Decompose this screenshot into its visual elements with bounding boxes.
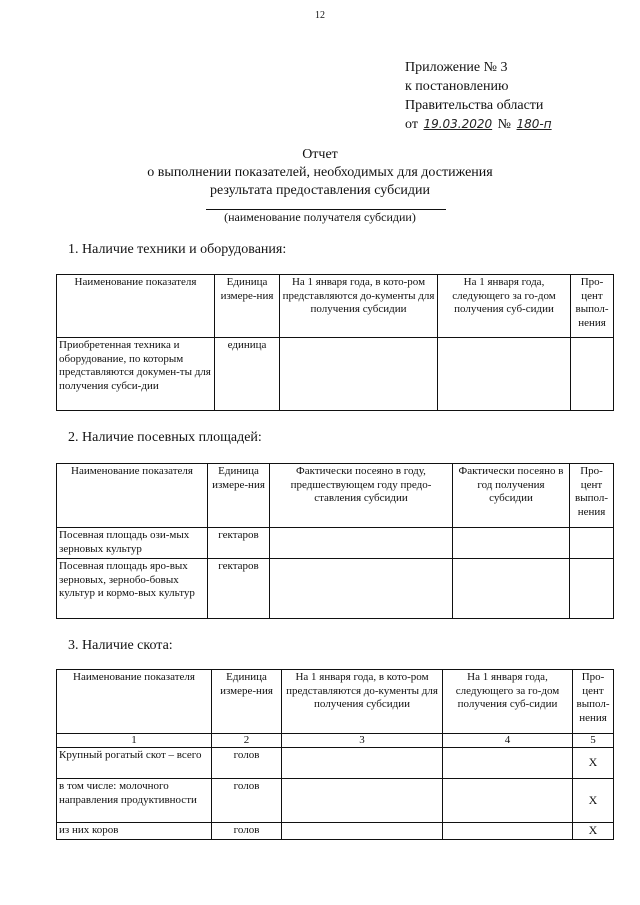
table-header-row [57,464,614,528]
appendix-line-1: Приложение № 3 [405,60,508,75]
row-unit: голов [212,779,282,823]
row-value-cell [453,559,570,619]
table-header-row [57,670,614,734]
header-percent: Про-цент выпол-нения [570,464,614,528]
row-percent-cell: Х [573,748,614,779]
header-period-2: Фактически посеяно в год получения субсидии [453,464,570,528]
table-header-row [57,275,614,338]
row-percent-cell [570,559,614,619]
header-period-1: На 1 января года, в кото-ром представляются до-кументы для получения субсидии [282,670,443,734]
row-percent-cell [570,528,614,559]
header-percent: Про-цент выпол-нения [573,670,614,734]
header-period-2: На 1 января года, следующего за го-дом получения суб-сидии [438,275,571,338]
table-row [57,779,614,823]
row-value-cell [443,823,573,840]
table-row [57,559,614,619]
sowing-area-table [56,463,614,619]
row-value-cell [282,823,443,840]
row-unit: единица [215,338,280,411]
header-unit: Единица измере-ния [208,464,270,528]
col-number: 3 [282,734,443,748]
row-name: из них коров [57,823,212,840]
header-indicator: Наименование показателя [57,670,212,734]
section-3-heading: 3. Наличие скота: [68,638,173,653]
col-number: 5 [573,734,614,748]
from-label: от [405,117,418,132]
row-unit: гектаров [208,528,270,559]
livestock-table [56,669,614,840]
number-label: № [497,117,512,132]
equipment-table [56,274,614,411]
row-value-cell [270,559,453,619]
title-line-1: Отчет [302,147,338,162]
row-name: Крупный рогатый скот – всего [57,748,212,779]
row-name: в том числе: молочного направления продуктивности [57,779,212,823]
table-row [57,823,614,840]
section-1-heading: 1. Наличие техники и оборудования: [68,242,287,257]
table-row [57,528,614,559]
header-unit: Единица измере-ния [212,670,282,734]
row-value-cell [443,748,573,779]
title-line-2: о выполнении показателей, необходимых для достижения [147,165,493,180]
row-unit: голов [212,748,282,779]
row-value-cell [282,748,443,779]
row-unit: гектаров [208,559,270,619]
handwritten-number: 180-п [516,117,552,131]
appendix-line-2: к постановлению [405,79,509,94]
row-percent-cell [571,338,614,411]
row-value-cell [453,528,570,559]
col-number: 1 [57,734,212,748]
section-2-heading: 2. Наличие посевных площадей: [68,430,262,445]
row-name: Посевная площадь яро-вых зерновых, зернобо-бовых культур и кормо-вых культур [57,559,208,619]
table-row [57,748,614,779]
header-percent: Про-цент выпол-нения [571,275,614,338]
header-period-1: Фактически посеяно в году, предшествующем году предо-ставления субсидии [270,464,453,528]
header-indicator: Наименование показателя [57,275,215,338]
header-indicator: Наименование показателя [57,464,208,528]
report-title [0,146,640,200]
appendix-block [405,58,554,134]
appendix-date-line [405,115,554,134]
row-value-cell [438,338,571,411]
row-value-cell [282,779,443,823]
row-value-cell [443,779,573,823]
table-row [57,338,614,411]
title-line-3: результата предоставления субсидии [209,183,431,198]
handwritten-date: 19.03.2020 [423,117,493,131]
row-value-cell [270,528,453,559]
col-number: 2 [212,734,282,748]
row-name: Приобретенная техника и оборудование, по которым представляются докумен-ты для получения субси-дии [57,338,215,411]
row-percent-cell: Х [573,823,614,840]
page-number: 12 [315,10,325,21]
row-value-cell [280,338,438,411]
row-unit: голов [212,823,282,840]
row-name: Посевная площадь ози-мых зерновых культур [57,528,208,559]
header-unit: Единица измере-ния [215,275,280,338]
column-numbers-row [57,734,614,748]
recipient-caption: (наименование получателя субсидии) [224,210,416,224]
row-percent-cell: Х [573,779,614,823]
header-period-1: На 1 января года, в кото-ром представляются до-кументы для получения субсидии [280,275,438,338]
appendix-line-3: Правительства области [405,98,544,113]
header-period-2: На 1 января года, следующего за го-дом получения суб-сидии [443,670,573,734]
col-number: 4 [443,734,573,748]
